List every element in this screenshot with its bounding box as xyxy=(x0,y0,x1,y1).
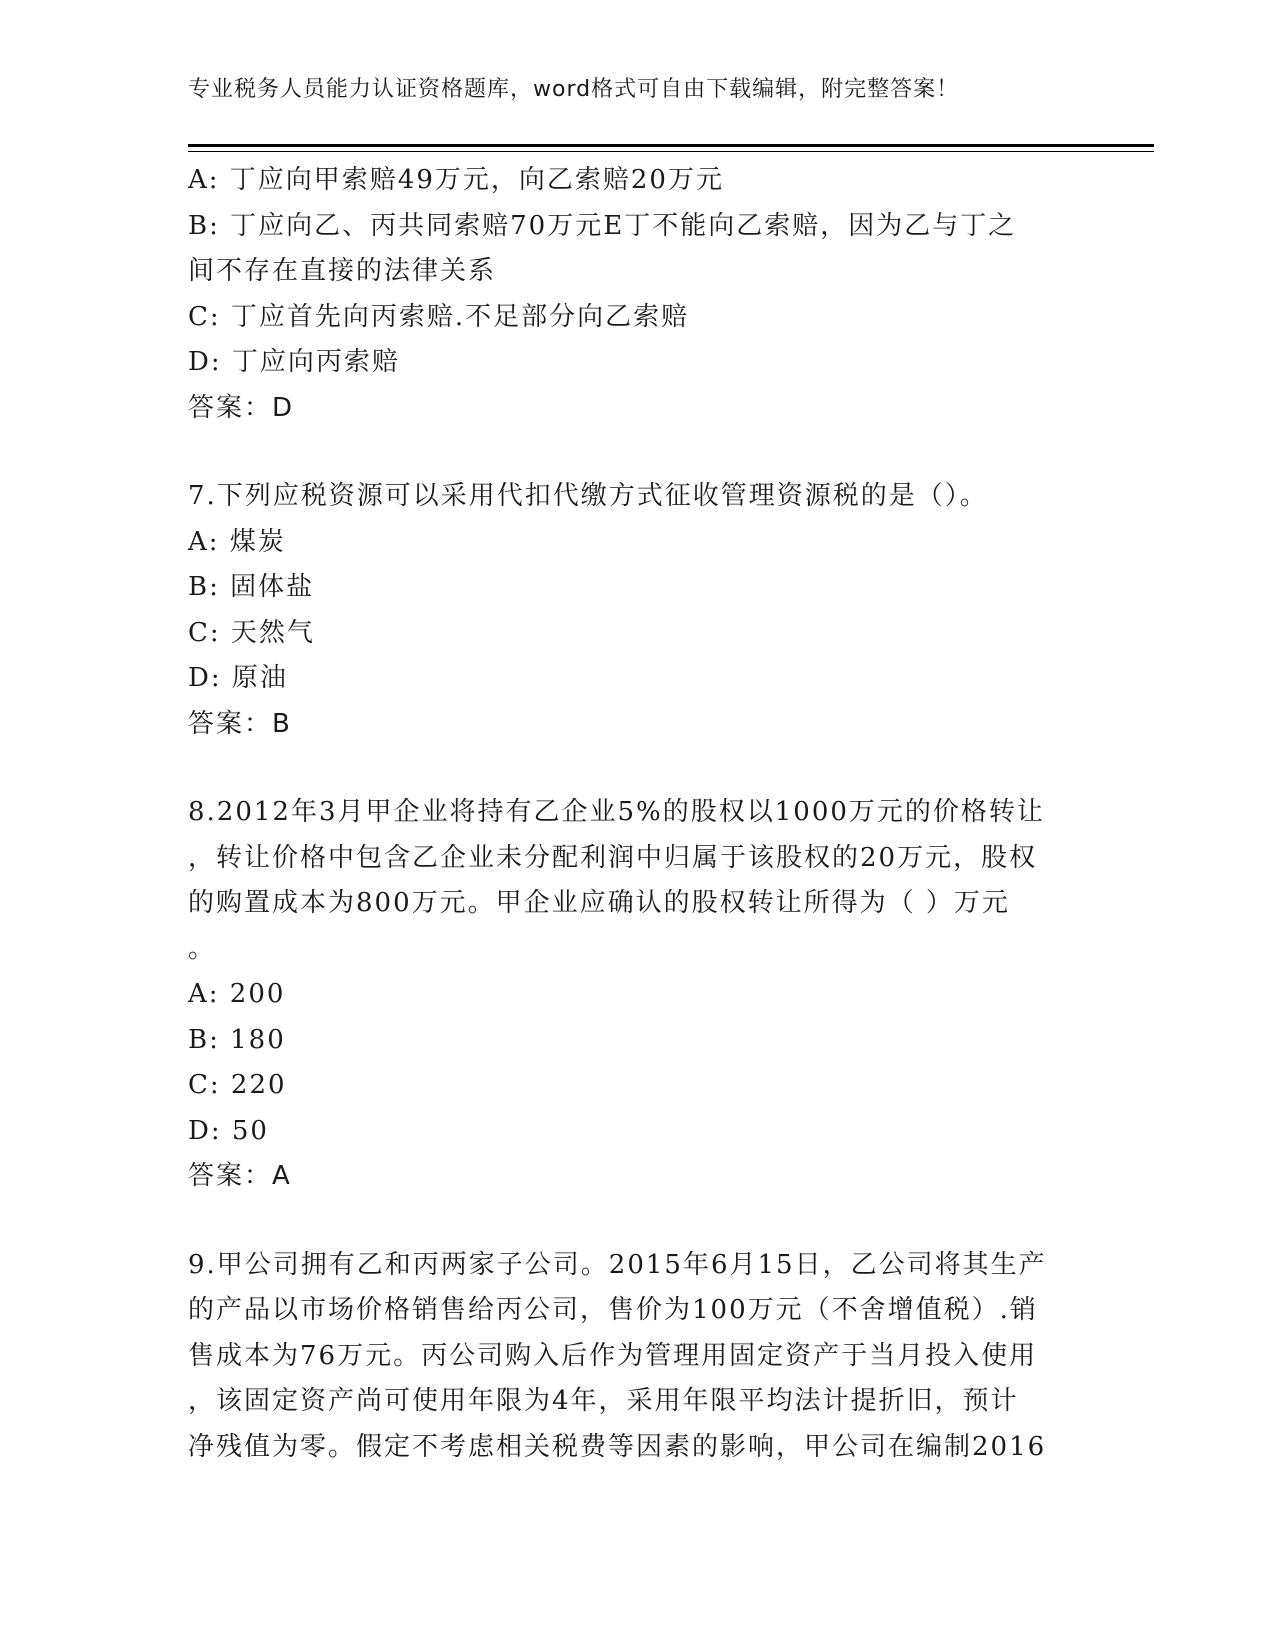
header-rule-thick xyxy=(188,144,1154,147)
question-stem-line-2: ，转让价格中包含乙企业未分配利润中归属于该股权的20万元，股权 xyxy=(188,842,1038,873)
question-stem-line-3: 售成本为76万元。丙公司购入后作为管理用固定资产于当月投入使用 xyxy=(188,1340,1038,1371)
question-stem-line-1: 9.甲公司拥有乙和丙两家子公司。2015年6月15日，乙公司将其生产 xyxy=(188,1249,1047,1280)
question-7 xyxy=(188,474,1088,747)
answer: 答案：A xyxy=(188,1161,292,1191)
page-header: 专业税务人员能力认证资格题库，word格式可自由下载编辑，附完整答案！ xyxy=(188,77,960,102)
option-b: B: 180 xyxy=(188,1024,286,1055)
option-d: D: 50 xyxy=(188,1115,269,1146)
option-b: B: 固体盐 xyxy=(188,572,315,602)
question-stem-line-3: 的购置成本为800万元。甲企业应确认的股权转让所得为（ ）万元 xyxy=(188,888,1010,918)
option-b-line-1: B: 丁应向乙、丙共同索赔70万元E丁不能向乙索赔，因为乙与丁之 xyxy=(188,210,1017,241)
option-a: A: 煤炭 xyxy=(188,526,286,557)
option-b-line-2: 间不存在直接的法律关系 xyxy=(188,256,497,286)
spacer xyxy=(188,431,1088,474)
question-stem-line-4: 。 xyxy=(188,933,217,964)
question-9 xyxy=(188,1243,1088,1471)
question-stem: 7.下列应税资源可以采用代扣代缴方式征收管理资源税的是（）。 xyxy=(188,481,988,511)
option-c: C: 天然气 xyxy=(188,617,315,648)
option-c: C: 丁应首先向丙索赔.不足部分向乙索赔 xyxy=(188,301,690,332)
option-d: D: 丁应向丙索赔 xyxy=(188,347,400,377)
question-stem-line-1: 8.2012年3月甲企业将持有乙企业5%的股权以1000万元的价格转让 xyxy=(188,797,1045,827)
question-stem-line-5: 净残值为零。假定不考虑相关税费等因素的影响，甲公司在编制2016 xyxy=(188,1431,1047,1462)
document-body xyxy=(188,158,1088,1470)
option-a: A: 200 xyxy=(188,979,286,1009)
answer: 答案：D xyxy=(188,392,295,423)
header-rule-thin xyxy=(188,151,1154,152)
spacer xyxy=(188,1200,1088,1243)
spacer xyxy=(188,747,1088,790)
question-8 xyxy=(188,790,1088,1200)
answer: 答案：B xyxy=(188,708,292,739)
option-c: C: 220 xyxy=(188,1070,287,1100)
question-stem-line-4: ，该固定资产尚可使用年限为4年，采用年限平均法计提折旧，预计 xyxy=(188,1386,1019,1416)
question-6 xyxy=(188,158,1088,431)
option-a: A: 丁应向甲索赔49万元，向乙索赔20万元 xyxy=(188,165,724,195)
option-d: D: 原油 xyxy=(188,663,288,693)
question-stem-line-2: 的产品以市场价格销售给丙公司，售价为100万元（不舍增值税）.销 xyxy=(188,1295,1038,1325)
